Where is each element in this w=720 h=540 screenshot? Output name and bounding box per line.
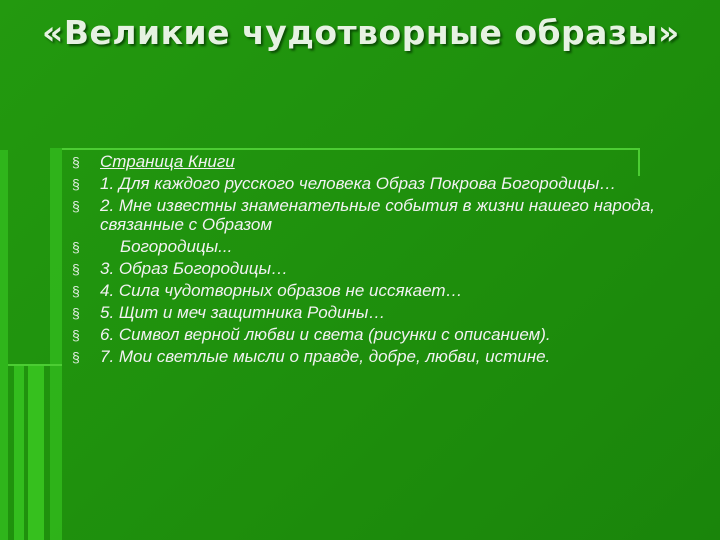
bullet-icon: § — [72, 305, 80, 321]
list-item — [72, 174, 692, 193]
bullet-icon: § — [72, 283, 80, 299]
list-item-text: Богородицы... — [120, 237, 233, 256]
bullet-icon: § — [72, 349, 80, 365]
list-item[interactable] — [72, 152, 692, 171]
decor-stripe — [50, 148, 62, 540]
list-item — [72, 196, 692, 234]
bullet-icon: § — [72, 327, 80, 343]
list-item-text: 7. Мои светлые мысли о правде, добре, любви, истине. — [100, 347, 551, 366]
bullet-icon: § — [72, 239, 80, 255]
list-item — [72, 325, 692, 344]
list-item — [72, 259, 692, 278]
list-item — [72, 347, 692, 366]
list-item — [72, 303, 692, 322]
bullet-icon: § — [72, 176, 80, 192]
decor-line — [62, 148, 640, 150]
list-item-text: 3. Образ Богородицы… — [100, 259, 289, 278]
decor-stripe — [14, 365, 24, 540]
list-item-text: 6. Символ верной любви и света (рисунки с описанием). — [100, 325, 551, 344]
bullet-icon: § — [72, 198, 80, 214]
bullet-icon: § — [72, 261, 80, 277]
decor-stripe — [0, 150, 8, 540]
list-item-text: 5. Щит и меч защитника Родины… — [100, 303, 386, 322]
decor-line — [8, 364, 62, 366]
bullet-list — [72, 152, 692, 369]
list-item — [72, 237, 692, 256]
list-item-text: 2. Мне известны знаменательные события в жизни нашего народа, связанные с Образом — [100, 196, 655, 234]
list-item — [72, 281, 692, 300]
decor-stripe — [28, 365, 44, 540]
slide-title: «Великие чудотворные образы» — [42, 13, 680, 52]
book-page-link[interactable]: Страница Книги — [100, 152, 235, 171]
list-item-text: 1. Для каждого русского человека Образ Покрова Богородицы… — [100, 174, 617, 193]
bullet-icon: § — [72, 154, 80, 170]
list-item-text: 4. Сила чудотворных образов не иссякает… — [100, 281, 463, 300]
